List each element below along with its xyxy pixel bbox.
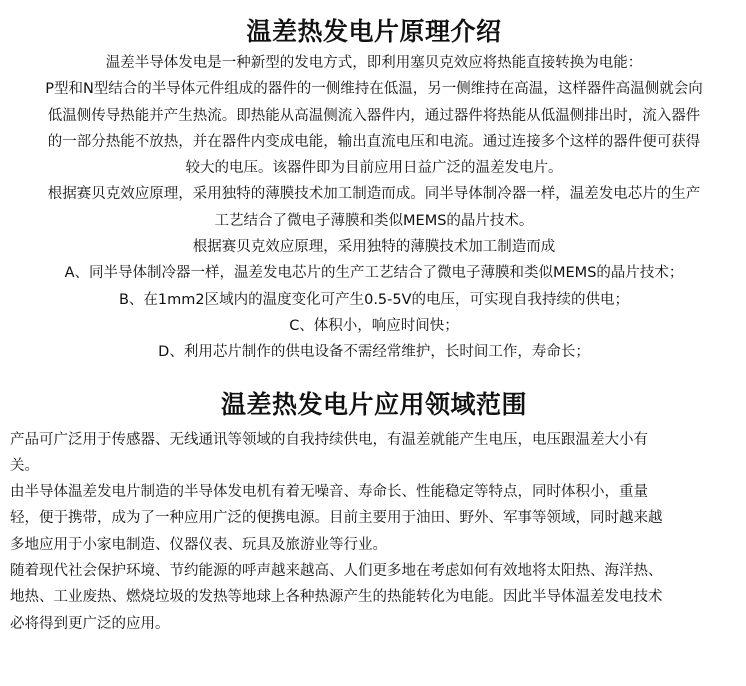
text-line: P型和N型结合的半导体元件组成的器件的一侧维持在低温，另一侧维持在高温，这样器件高温侧就会向 [45, 81, 703, 98]
text-line: 根据赛贝克效应原理，采用独特的薄膜技术加工制造而成 [192, 239, 556, 256]
section1-body [10, 50, 738, 366]
text-line: 温差半导体发电是一种新型的发电方式，即利用塞贝克效应将热能直接转换为电能： [105, 55, 643, 71]
text-line: 多地应用于小家电制造、仪器仪表、玩具及旅游业等行业。 [10, 536, 387, 553]
text-line: 随着现代社会保护环境、节约能源的呼声越来越高、人们更多地在考虑如何有效地将太阳热、海洋热、 [10, 563, 663, 580]
list-item-c: C、体积小，响应时间快； [289, 317, 459, 334]
text-line: 工艺结合了微电子薄膜和类似MEMS的晶片技术。 [214, 212, 534, 229]
text-line: 的一部分热能不放热，并在器件内变成电能，输出直流电压和电流。通过连接多个这样的器件便可获得 [47, 133, 701, 150]
text-line: 关。 [10, 457, 39, 474]
section2-body [10, 427, 738, 637]
section2-paragraph [10, 427, 738, 637]
text-line: 低温侧传导热能并产生热流。即热能从高温侧流入器件内，通过器件将热能从低温侧排出时，流入器件 [47, 107, 701, 124]
section2-title: 温差热发电片应用领域范围 [220, 389, 527, 419]
text-line: 根据赛贝克效应原理，采用独特的薄膜技术加工制造而成。同半导体制冷器一样，温差发电芯片的生产 [47, 186, 701, 203]
text-line: 较大的电压。该器件即为目前应用日益广泛的温差发电片。 [185, 160, 563, 177]
list-item-b: B、在1mm2区域内的温度变化可产生0.5-5V的电压，可实现自我持续的供电； [118, 291, 630, 308]
text-line: 地热、工业废热、燃烧垃圾的发热等地球上各种热源产生的热能转化为电能。因此半导体温差发电技术 [10, 589, 663, 606]
text-line: 轻，便于携带，成为了一种应用广泛的便携电源。目前主要用于油田、野外、军事等领域，同时越来越 [10, 510, 663, 527]
section1-title: 温差热发电片原理介绍 [246, 17, 502, 46]
list-item-d: D、利用芯片制作的供电设备不需经常维护，长时间工作，寿命长； [158, 344, 590, 361]
section1-paragraph [10, 50, 738, 366]
text-line: 必将得到更广泛的应用。 [10, 615, 170, 632]
text-line: 由半导体温差发电片制造的半导体发电机有着无噪音、寿命长、性能稳定等特点，同时体积小，重量 [10, 484, 648, 501]
list-item-a: A、同半导体制冷器一样，温差发电芯片的生产工艺结合了微电子薄膜和类似MEMS的晶片技术； [64, 265, 684, 282]
text-line: 产品可广泛用于传感器、无线通讯等领域的自我持续供电，有温差就能产生电压，电压跟温差大小有 [10, 431, 648, 448]
